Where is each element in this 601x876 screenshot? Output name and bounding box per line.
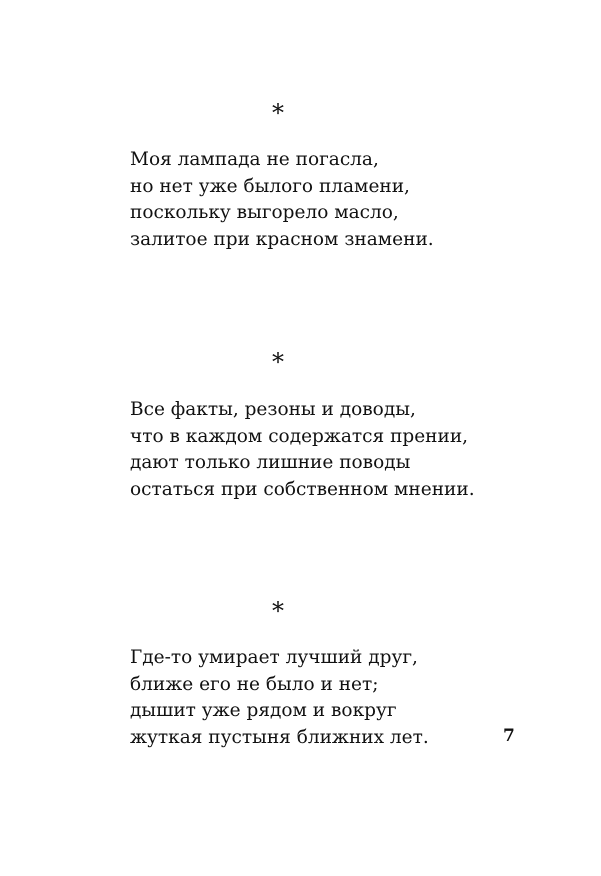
stanza-3 xyxy=(130,645,429,751)
stanza-3-line-3: дышит уже рядом и вокруг xyxy=(130,700,397,721)
stanza-3-asterisk: * xyxy=(272,597,284,625)
stanza-1-line-4: залитое при красном знамени. xyxy=(130,228,434,250)
stanza-1-line-2: но нет уже былого пламени, xyxy=(130,175,410,197)
stanza-2-asterisk: * xyxy=(272,348,284,376)
stanza-1-line-3: поскольку выгорело масло, xyxy=(130,202,399,223)
stanza-2 xyxy=(130,397,475,503)
page-number: 7 xyxy=(503,726,515,746)
stanza-2-line-4: остаться при собственном мнении. xyxy=(130,478,475,500)
stanza-2-line-1: Все факты, резоны и доводы, xyxy=(130,399,416,420)
stanza-2-line-2: что в каждом содержатся прении, xyxy=(130,425,469,447)
stanza-3-line-1: Где-то умирает лучший друг, xyxy=(130,647,418,668)
stanza-3-line-4: жуткая пустыня ближних лет. xyxy=(130,726,429,748)
stanza-3-line-2: ближе его не было и нет; xyxy=(130,673,379,695)
stanza-1-asterisk: * xyxy=(272,99,284,127)
stanza-1-line-1: Моя лампада не погасла, xyxy=(130,149,379,170)
stanza-1 xyxy=(130,147,434,253)
stanza-2-line-3: дают только лишние поводы xyxy=(130,452,411,473)
